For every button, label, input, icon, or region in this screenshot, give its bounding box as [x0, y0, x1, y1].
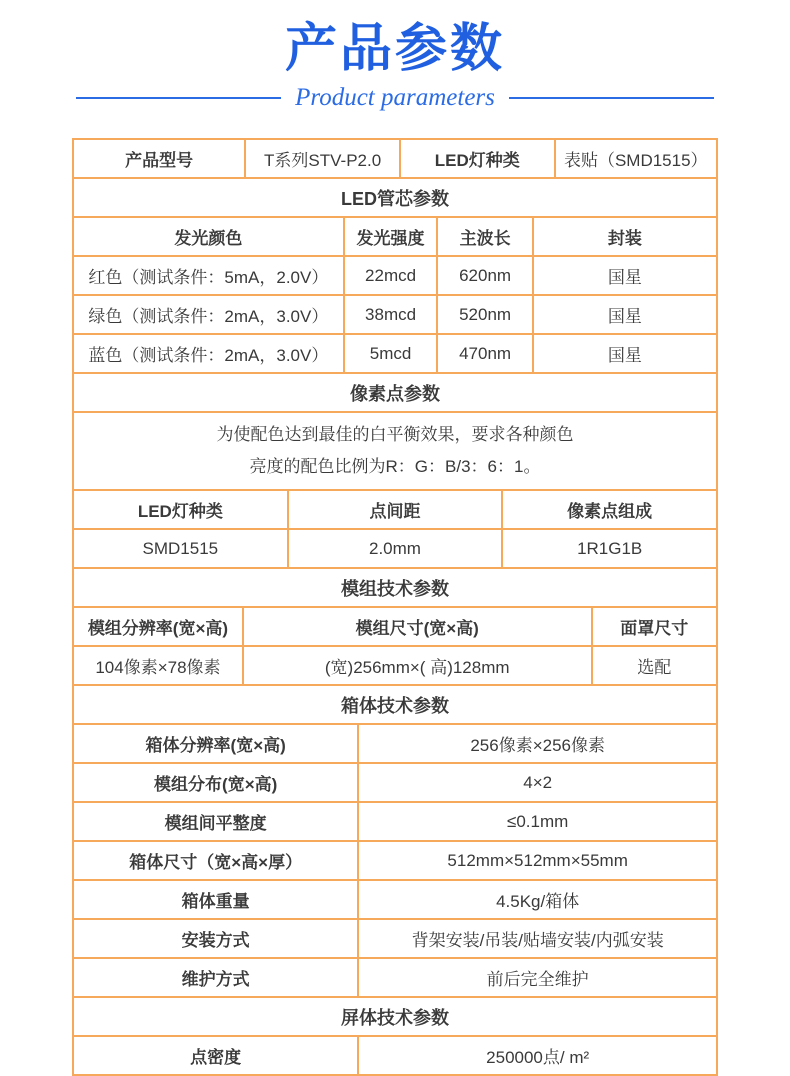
product-model-value: T系列STV-P2.0 [246, 140, 399, 177]
column-header: 像素点组成 [503, 491, 716, 528]
section-title: 箱体技术参数 [74, 686, 716, 723]
row-label: 安装方式 [74, 920, 357, 957]
subtitle-left-line [76, 97, 281, 99]
pixel-note-line2: 亮度的配色比例为R：G：B/3：6：1。 [249, 457, 541, 476]
cell-package: 国星 [534, 335, 716, 372]
table-row-pixel-headers [74, 491, 716, 528]
pixel-note [74, 413, 716, 489]
row-label: 模组间平整度 [74, 803, 357, 840]
cell-module-size: (宽)256mm×( 高)128mm [244, 647, 591, 684]
table-row-cabinet [74, 725, 716, 762]
cell-mask-size: 选配 [593, 647, 716, 684]
led-type-label: LED灯种类 [401, 140, 554, 177]
section-header-module [74, 569, 716, 606]
product-model-label: 产品型号 [74, 140, 244, 177]
table-row-pixel-note [74, 413, 716, 489]
table-row-cabinet [74, 881, 716, 918]
section-title: 屏体技术参数 [74, 998, 716, 1035]
row-label: 箱体重量 [74, 881, 357, 918]
section-header-pixel [74, 374, 716, 411]
cell-pixel-composition: 1R1G1B [503, 530, 716, 567]
table-row-cabinet [74, 920, 716, 957]
section-title: 模组技术参数 [74, 569, 716, 606]
page-header [0, 0, 790, 112]
page-title: 产品参数 [284, 20, 505, 78]
column-header: 点间距 [289, 491, 502, 528]
section-title: LED管芯参数 [74, 179, 716, 216]
row-label: 维护方式 [74, 959, 357, 996]
column-header: 发光强度 [345, 218, 437, 255]
cell-color: 红色（测试条件：5mA，2.0V） [74, 257, 343, 294]
row-value: 256像素×256像素 [359, 725, 716, 762]
row-value: 前后完全维护 [359, 959, 716, 996]
table-row-led-green [74, 296, 716, 333]
cell-intensity: 5mcd [345, 335, 437, 372]
row-value: 4×2 [359, 764, 716, 801]
table-row-led-headers [74, 218, 716, 255]
cell-package: 国星 [534, 296, 716, 333]
cell-pitch: 2.0mm [289, 530, 502, 567]
row-value: ≤0.1mm [359, 803, 716, 840]
table-row-product-model [74, 140, 716, 177]
led-type-value: 表贴（SMD1515） [556, 140, 716, 177]
row-label: 箱体分辨率(宽×高) [74, 725, 357, 762]
cell-color: 蓝色（测试条件：2mA，3.0V） [74, 335, 343, 372]
table-row-cabinet [74, 959, 716, 996]
column-header: 模组分辨率(宽×高) [74, 608, 242, 645]
section-header-screen [74, 998, 716, 1035]
section-header-cabinet [74, 686, 716, 723]
cell-wavelength: 470nm [438, 335, 532, 372]
table-row-pixel-values [74, 530, 716, 567]
row-value: 背架安装/吊装/贴墙安装/内弧安装 [359, 920, 716, 957]
row-value: 250000点/ m² [359, 1037, 716, 1074]
table-row-cabinet [74, 842, 716, 879]
column-header: 发光颜色 [74, 218, 343, 255]
table-row-module-headers [74, 608, 716, 645]
table-row-module-values [74, 647, 716, 684]
cell-module-resolution: 104像素×78像素 [74, 647, 242, 684]
cell-intensity: 38mcd [345, 296, 437, 333]
column-header: 封装 [534, 218, 716, 255]
table-row-screen [74, 1037, 716, 1074]
row-value: 4.5Kg/箱体 [359, 881, 716, 918]
row-value: 512mm×512mm×55mm [359, 842, 716, 879]
table-row-led-red [74, 257, 716, 294]
cell-intensity: 22mcd [345, 257, 437, 294]
subtitle-right-line [509, 97, 714, 99]
row-label: 箱体尺寸（宽×高×厚） [74, 842, 357, 879]
column-header: LED灯种类 [74, 491, 287, 528]
cell-color: 绿色（测试条件：2mA，3.0V） [74, 296, 343, 333]
table-row-cabinet [74, 764, 716, 801]
table-row-cabinet [74, 803, 716, 840]
cell-led-type: SMD1515 [74, 530, 287, 567]
column-header: 模组尺寸(宽×高) [244, 608, 591, 645]
page-subtitle: Product parameters [295, 84, 495, 111]
page-subtitle-row [0, 84, 790, 112]
product-spec-table [72, 138, 718, 1076]
cell-wavelength: 520nm [438, 296, 532, 333]
section-title: 像素点参数 [74, 374, 716, 411]
row-label: 模组分布(宽×高) [74, 764, 357, 801]
section-header-led [74, 179, 716, 216]
column-header: 面罩尺寸 [593, 608, 716, 645]
cell-wavelength: 620nm [438, 257, 532, 294]
column-header: 主波长 [438, 218, 532, 255]
row-label: 点密度 [74, 1037, 357, 1074]
cell-package: 国星 [534, 257, 716, 294]
table-row-led-blue [74, 335, 716, 372]
pixel-note-line1: 为使配色达到最佳的白平衡效果，要求各种颜色 [216, 425, 574, 444]
